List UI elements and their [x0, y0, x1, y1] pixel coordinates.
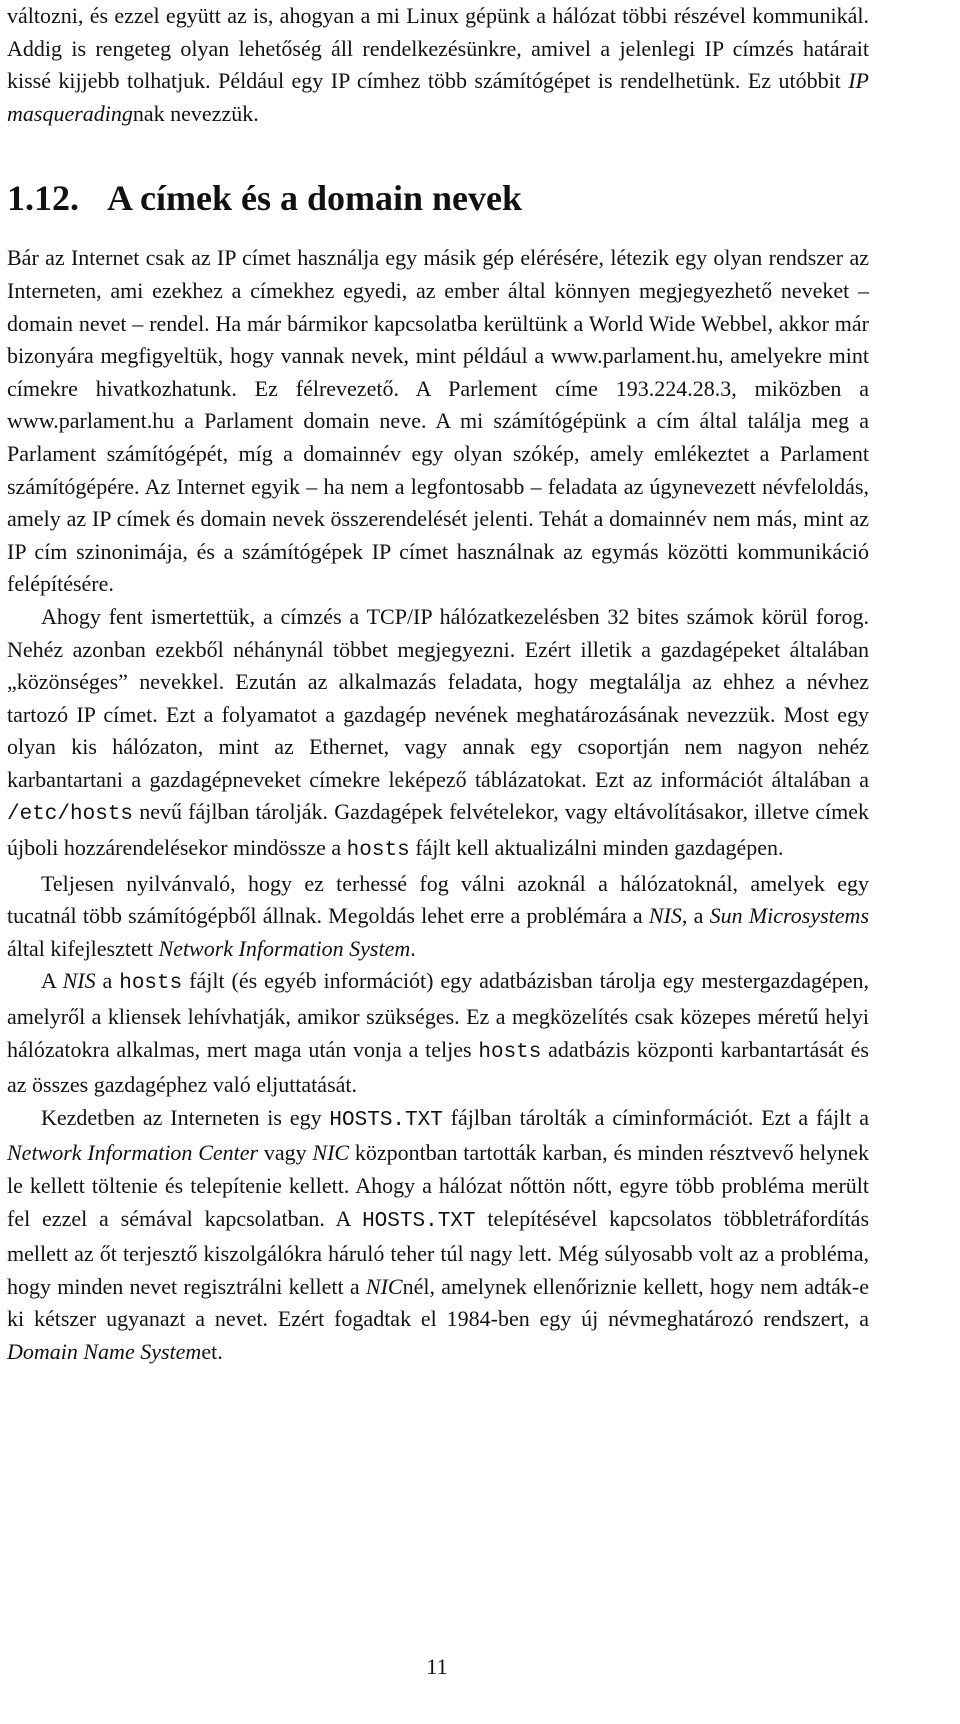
document-page	[7, 0, 869, 1369]
section-title: A címek és a domain nevek	[107, 178, 523, 219]
p5-text-c: vagy	[258, 1140, 313, 1166]
p3-text-d: .	[410, 935, 416, 961]
p4-em-nis: NIS	[62, 968, 96, 994]
p4-text-a: A	[41, 968, 63, 994]
intro-paragraph	[7, 0, 869, 130]
intro-text: változni, és ezzel együtt az is, ahogyan a mi Linux gépünk a hálózat többi részével kommunikál. Addig is rengeteg olyan lehetőség áll rendelkezésünkre, amivel a jelenlegi IP címzés határait kissé kijjebb tolhatjuk. Például egy IP címhez több számítógépet is rendelhetünk. Ez utóbbit	[7, 3, 869, 94]
p4-code-hosts-1: hosts	[119, 972, 183, 996]
p4-text-c: fájlt (és egyéb információt) egy adatbázisban tárolja egy mestergazdagépen, amelyről a kliensek lehívhatják, amikor szükséges. Ez a megközelítés csak közepes méretű helyi hálózatokra alkalmas, mert maga után vonja a teljes	[7, 968, 869, 1062]
p2-code-etc-hosts: /etc/hosts	[7, 803, 134, 827]
p5-text-b: fájlban tárolták a címinformációt. Ezt a fájlt a	[442, 1104, 869, 1130]
p2-text-b: nevű fájlban tárolják. Gazdagépek felvételekor, vagy eltávolításakor, illetve címek újboli hozzárendelésekor mindössze a	[7, 799, 869, 861]
section-heading	[7, 178, 869, 218]
p5-text-a: Kezdetben az Interneten is egy	[41, 1104, 330, 1130]
p5-em-nic: NIC	[312, 1140, 350, 1166]
p3-em-nis-full: Network Information System	[158, 935, 411, 961]
p4-code-hosts-2: hosts	[478, 1040, 542, 1064]
intro-emphasis: IP masquerading	[7, 68, 869, 126]
p5-em-nic-2: NIC	[365, 1273, 403, 1299]
p2-text-c: fájlt kell aktualizálni minden gazdagépen.	[409, 835, 784, 861]
paragraph-1: Bár az Internet csak az IP címet használja egy másik gép elérésére, létezik egy olyan rendszer az Interneten, ami ezekhez a címekhez egyedi, az ember által könnyen megjegyezhető neveket – domain nevet – rendel. Ha már bármikor kapcsolatba kerültünk a World Wide Webbel, akkor már bizonyára megfigyeltük, hogy vannak nevek, mint például a www.parlament.hu, amelyekre mint címekre hivatkozhatunk. Ez félrevezető. A Parlement címe 193.224.28.3, miközben a www.parlament.hu a Parlament domain neve. A mi számítógépünk a cím által találja meg a Parlament számítógépét, míg a domainnév egy olyan szókép, amely emlékeztet a Parlament számítógépére. Az Internet egyik – ha nem a legfontosabb – feladata az úgynevezett névfeloldás, amely az IP címek és domain nevek összerendelését jelenti. Tehát a domainnév nem más, mint az IP cím szinonimája, és a számítógépek IP címet használnak az egymás közötti kommunikáció felépítésére.	[7, 245, 869, 597]
p3-text-c: által kifejlesztett	[7, 935, 159, 961]
p5-code-hosts-txt-2: HOSTS.TXT	[362, 1209, 476, 1233]
p5-em-dns: Domain Name System	[7, 1338, 202, 1364]
p5-em-nic-full: Network Information Center	[7, 1140, 259, 1166]
p3-text-a: Teljesen nyilvánvaló, hogy ez terhessé fog válni azoknál a hálózatoknál, amelyek egy tucatnál több számítógépből állnak. Megoldás lehet erre a problémára a	[7, 870, 869, 929]
p5-text-e: telepítésével kapcsolatos többletráfordítás mellett az őt terjesztő kiszolgálókra háruló teher túl nagy lett. Még súlyosabb volt az a probléma, hogy minden nevet regisztrálni kellett a	[7, 1205, 870, 1299]
p5-text-d: központban tartották karban, és minden résztvevő helynek le kellett töltenie és telepítenie kellett. Ahogy a hálózat nőttön nőtt, egyre több probléma merült fel ezzel a sémával kapcsolatban. A	[7, 1140, 870, 1231]
p3-em-nis: NIS	[648, 903, 682, 929]
section-number: 1.12.	[7, 178, 79, 219]
p5-text-g: et.	[201, 1338, 223, 1364]
page-number: 11	[426, 1654, 448, 1679]
paragraph-2	[7, 601, 869, 868]
p2-text-a: Ahogy fent ismertettük, a címzés a TCP/IP hálózatkezelésben 32 bites számok körül forog. Nehéz azonban ezekből néhánynál többet megjegyezni. Ezért illetik a gazdagépeket általában „közönséges” nevekkel. Ezután az alkalmazás feladata, hogy megtalálja az ehhez a névhez tartozó IP címet. Ezt a folyamatot a gazdagép nevének meghatározásának nevezzük. Most egy olyan kis hálózaton, mint az Ethernet, vagy annak egy csoportján nem nagyon nehéz karbantartani a gazdagépneveket címekre leképező táblázatokat. Ezt az információt általában a	[7, 603, 869, 792]
p4-text-d: adatbázis központi karbantartását és az összes gazdagéphez való eljuttatását.	[7, 1036, 869, 1098]
p3-em-sun: Sun Microsystems	[709, 903, 870, 929]
paragraph-5	[7, 1102, 869, 1369]
p5-code-hosts-txt-1: HOSTS.TXT	[329, 1108, 443, 1132]
p2-code-hosts: hosts	[346, 839, 410, 863]
intro-tail: nak nevezzük.	[132, 100, 259, 126]
p3-text-b: , a	[681, 903, 710, 929]
paragraph-4	[7, 965, 869, 1101]
p5-text-f: nél, amelynek ellenőriznie kellett, hogy nem adták-e ki kétszer ugyanazt a nevet. Ezért fogadtak el 1984-ben egy új névmeghatározó rendszert, a	[7, 1273, 869, 1332]
paragraph-3	[7, 868, 869, 966]
p4-text-b: a	[95, 968, 120, 994]
